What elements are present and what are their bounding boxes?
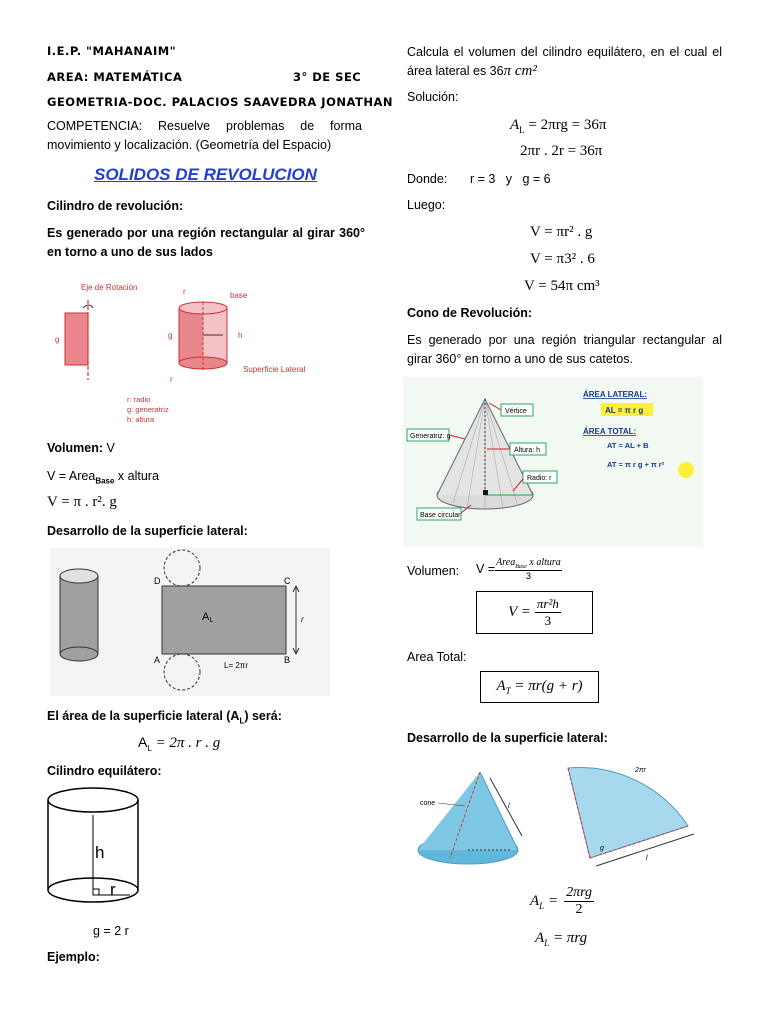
al1-fraction [564,885,594,918]
vol-box-lhs: V = [508,604,531,620]
example-eq2: 2πr . 2r = 36π [520,143,603,159]
eq1-sub: L [519,125,525,135]
statement-text: Calcula el volumen del cilindro equilátero, en el cual el área lateral es 36 [407,45,722,78]
cone2-body [418,772,518,850]
hand-icon [678,462,694,478]
example-v3: V = 54π cm³ [524,278,600,294]
length-label: L= 2πr [224,661,248,670]
equilateral-cylinder-figure [40,785,150,915]
sector-arc-label: 2πr [635,767,646,774]
g-label-cyl: g [168,331,173,340]
at-box-formula [496,678,582,696]
altura-label: Altura: h [514,447,541,454]
donde-label: Donde: [407,172,448,186]
cylinder-rotation-figure [55,280,335,430]
area-label: AREA: MATEMÁTICA [47,70,183,84]
al-formula [138,734,220,753]
competencia-text: COMPETENCIA: Resuelve problemas de forma movimiento y localización. (Geometría del Espacio) [47,119,362,152]
desarrollo-heading-right: Desarrollo de la superficie lateral: [407,731,608,745]
vol-box-fraction [535,596,561,629]
luego-label: Luego: [407,198,446,212]
eje-label: Eje de Rotación [81,283,138,292]
radio-label: Radio: r [527,475,552,482]
right-angle-icon [93,889,99,895]
al1-den: 2 [575,902,583,917]
legend-radio: r: radio [127,395,151,404]
cone-al-formula-1 [530,885,594,918]
r-label-top: r [183,287,186,296]
legend-altura: h: altura [127,415,155,424]
al1-num: 2πrg [566,885,593,900]
area-total-title: ÁREA TOTAL: [583,427,637,436]
cone2-l-label: l [508,803,510,810]
vol-box-num: πr²h [536,596,559,611]
al-text-sub: L [239,716,245,726]
eq1-b: = 2πrg = 36π [524,117,607,133]
cone-description: Es generado por una región triangular rectangular al girar 360° en torno a uno de sus catetos. [407,333,722,366]
cone-heading: Cono de Revolución: [407,306,532,320]
al-formula-b: = 2π . r . g [151,735,221,751]
cone-center-mark [483,490,488,495]
h-label: h [238,331,243,340]
example-eq1 [510,117,606,135]
cylinder-development-figure [50,548,330,696]
volume-formula-1 [47,469,159,486]
al2-b: = πrg [549,930,588,946]
page-title: SOLIDOS DE REVOLUCION [94,165,317,184]
at-box-a: A [496,678,506,694]
at-box-b: = πr(g + r) [510,678,583,694]
al1-lhs: A [530,892,540,909]
cone-volume-inline [476,557,562,581]
cone-volume-label: Volumen: [407,564,460,578]
generatriz-label: Generatriz: g [410,433,451,440]
at-formula-2: AT = π r g + π r² [607,460,665,469]
cone-area-total-box [480,671,599,703]
g-label: g [55,335,60,344]
vol-inline-den: 3 [525,571,531,581]
vol-inline-num2: x altura [526,557,561,568]
vol-box-den: 3 [544,613,552,628]
donde-values: r = 3 y g = 6 [470,172,551,186]
al1-lhs-wrap [530,893,558,911]
vol-inline-fraction [495,557,562,581]
course-label: GEOMETRIA-DOC. PALACIOS SAAVEDRA JONATHAN [47,95,393,109]
cone-volume-box [476,591,593,634]
al-formula-fig: AL = π r g [605,406,644,415]
equilatero-heading: Cilindro equilátero: [47,764,162,778]
r-dim-label: r [301,615,304,624]
legend-generatriz: g: generatriz [127,405,169,414]
g-equals-2r: g = 2 r [93,924,129,938]
vertex-B: B [284,655,291,665]
vol-inline-sub: Base [515,564,527,570]
al1-sub: L [539,900,545,911]
cylinder-description: Es generado por una región rectangular al girar 360° en torno a uno de sus lados [47,226,365,259]
al2-a: A [535,930,545,946]
vol-eq1-text2: x altura [114,469,159,483]
vertex-label: Vértice [505,408,527,415]
small-cylinder-body [60,576,98,654]
al-text-1: El área de la superficie lateral (A [47,709,240,723]
al-text-2: ) será: [244,709,282,723]
rectangle-region [65,313,88,365]
cone-development-figure [410,758,710,873]
cone-figure [403,377,703,547]
volume-v: V [106,441,115,455]
cone2-label: cone [420,800,436,807]
eq-cyl-top [48,788,138,812]
al2-sub: L [544,938,550,948]
area-lateral-title: ÁREA LATERAL: [583,390,647,399]
superficie-label: Superficie Lateral [243,365,306,374]
sector-l-label: l [646,855,648,862]
ejemplo-label: Ejemplo: [47,950,100,964]
sector-g-label: g [600,845,604,852]
volume-label-line [47,441,115,455]
cone-area-total-label: Area Total: [407,650,467,664]
area-lateral-text [47,709,282,726]
example-v2: V = π3² . 6 [530,251,595,267]
cone-al-formula-2 [535,930,587,948]
solucion-label: Solución: [407,90,459,104]
vol-inline-num: Area [496,557,516,568]
desarrollo-heading-left: Desarrollo de la superficie lateral: [47,524,248,538]
volume-formula-2: V = π . r². g [47,494,117,510]
al-formula-sub: L [147,743,152,753]
example-v1: V = πr² . g [530,224,593,240]
lateral-rectangle [162,586,286,654]
grade-label: 3° DE SEC [293,70,362,84]
statement-unit: π cm² [503,63,537,79]
cylinder-heading: Cilindro de revolución: [47,199,184,213]
al-formula-a: A [138,734,148,750]
vertex-A: A [154,655,161,665]
al-label: AL [202,611,214,624]
vol-inline-lhs: V = [476,562,496,576]
vertex-D: D [154,576,161,586]
vol-inline-numerator [495,557,562,571]
r-label-bottom: r [170,375,173,384]
base-label: Base circular [420,512,461,519]
example-statement [407,43,722,81]
school-name: I.E.P. "MAHANAIM" [47,44,177,58]
eq-r-label: r [110,880,116,899]
eq1-a: A [510,117,520,133]
base-label: base [230,291,248,300]
vertex-C: C [284,576,291,586]
vol-eq1-text: V = Area [47,469,96,483]
volume-label: Volumen: [47,441,104,455]
al1-eq: = [544,892,559,909]
at-formula-1: AT = AL + B [607,441,649,450]
eq-h-label: h [95,843,105,862]
small-cylinder-bottom [60,647,98,661]
small-cylinder-top [60,569,98,583]
vol-eq1-sub: Base [95,476,115,486]
sector-shape [568,767,688,858]
at-box-sub: T [505,686,511,696]
